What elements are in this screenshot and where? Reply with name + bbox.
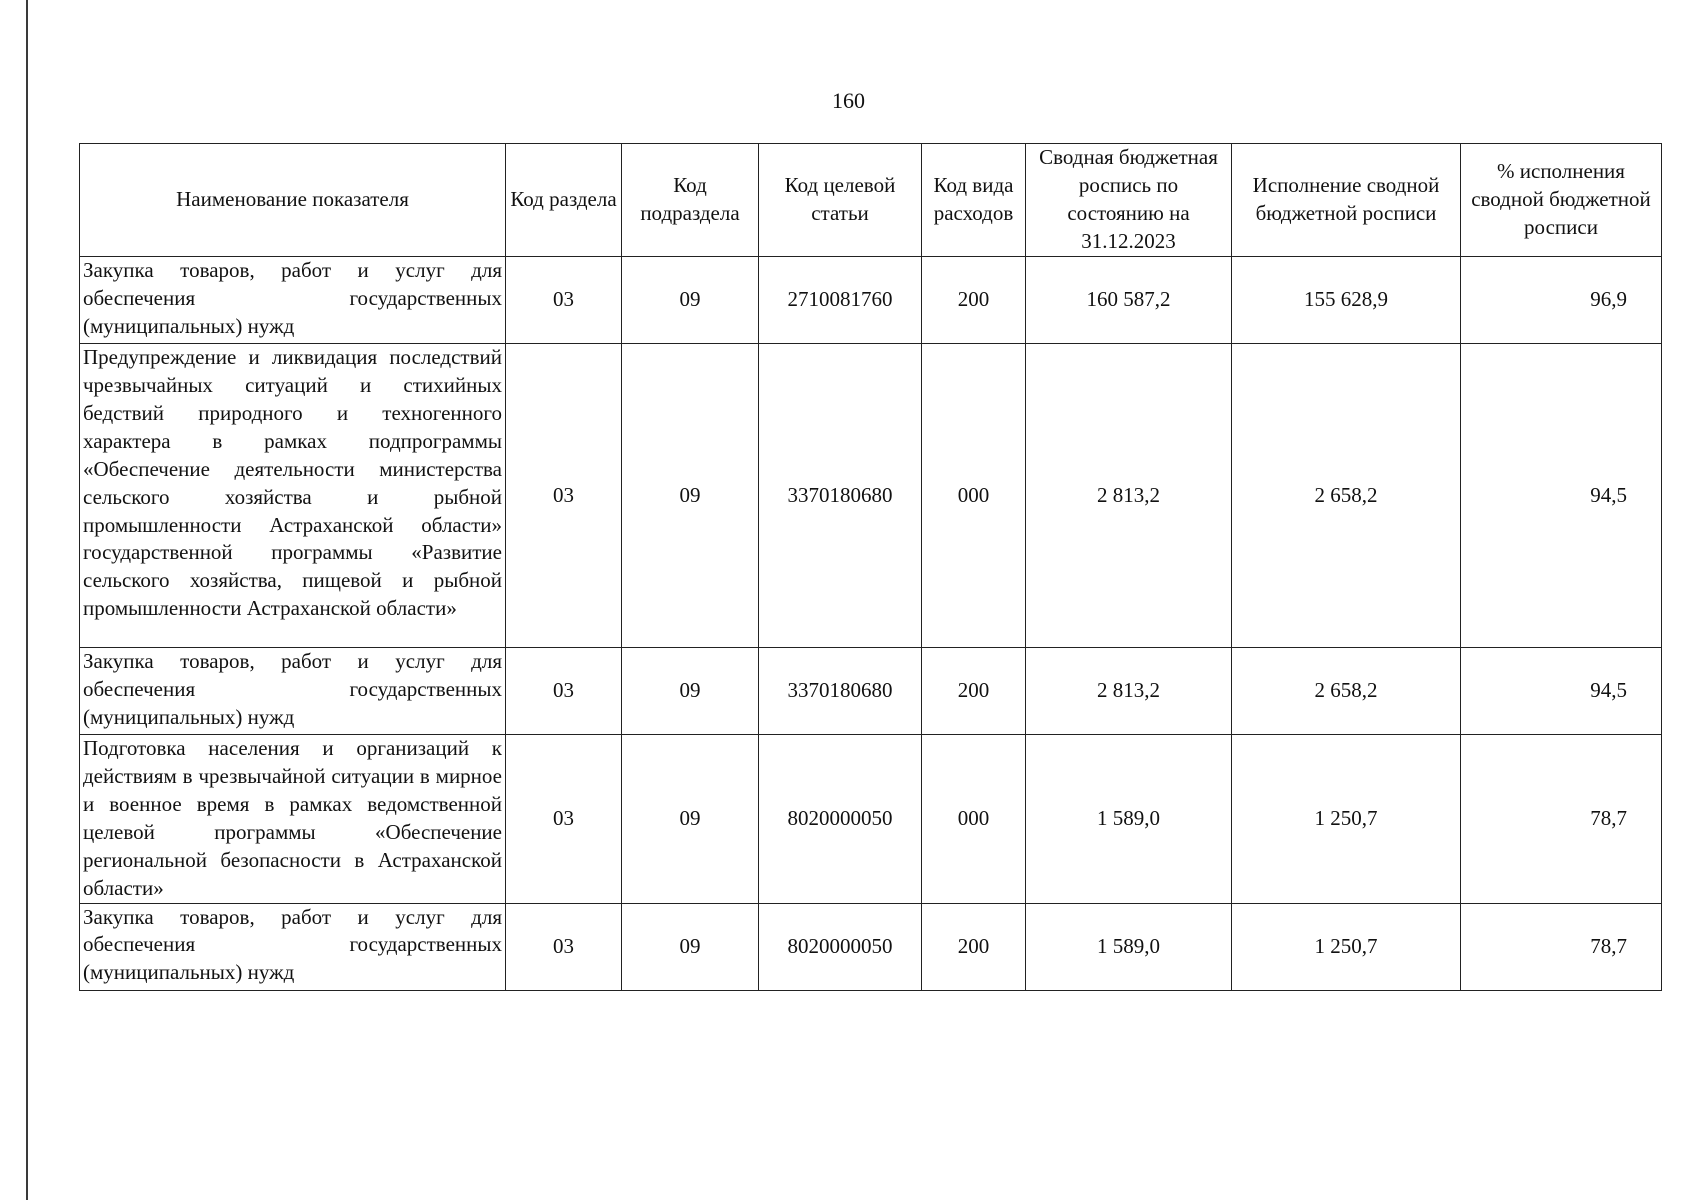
header-expense-type-code: Код вида расходов <box>922 144 1026 257</box>
row-expense-type-code: 000 <box>922 344 1026 648</box>
row-expense-type-code: 200 <box>922 903 1026 990</box>
budget-execution-table <box>79 143 1662 991</box>
header-section-code: Код раздела <box>506 144 622 257</box>
row-budget-executed: 155 628,9 <box>1232 257 1461 344</box>
row-target-code: 8020000050 <box>759 903 922 990</box>
row-execution-percent: 78,7 <box>1461 735 1662 904</box>
row-budget-executed: 2 658,2 <box>1232 344 1461 648</box>
row-section-code: 03 <box>506 648 622 735</box>
row-subsection-code: 09 <box>622 735 759 904</box>
header-execution-percent: % исполнения сводной бюджетной росписи <box>1461 144 1662 257</box>
row-execution-percent: 94,5 <box>1461 344 1662 648</box>
row-name: Подготовка населения и организаций к действиям в чрезвычайной ситуации в мирное и военное время в рамках ведомственной целевой программы «Обеспечение региональной безопасности в Астраханской области» <box>80 735 506 904</box>
row-expense-type-code: 200 <box>922 648 1026 735</box>
row-target-code: 3370180680 <box>759 648 922 735</box>
table-row <box>80 344 1662 648</box>
header-target-code: Код целевой статьи <box>759 144 922 257</box>
row-budget-executed: 2 658,2 <box>1232 648 1461 735</box>
row-name: Закупка товаров, работ и услуг для обеспечения государственных (муниципальных) нужд <box>80 648 506 735</box>
row-name: Закупка товаров, работ и услуг для обеспечения государственных (муниципальных) нужд <box>80 903 506 990</box>
row-subsection-code: 09 <box>622 344 759 648</box>
row-execution-percent: 96,9 <box>1461 257 1662 344</box>
row-section-code: 03 <box>506 257 622 344</box>
row-budget-plan: 160 587,2 <box>1026 257 1232 344</box>
row-budget-plan: 2 813,2 <box>1026 648 1232 735</box>
row-target-code: 2710081760 <box>759 257 922 344</box>
table-row <box>80 903 1662 990</box>
table-row <box>80 735 1662 904</box>
row-budget-plan: 1 589,0 <box>1026 903 1232 990</box>
header-budget-plan: Сводная бюджетная роспись по состоянию на 31.12.2023 <box>1026 144 1232 257</box>
row-budget-plan: 1 589,0 <box>1026 735 1232 904</box>
row-section-code: 03 <box>506 903 622 990</box>
table-row <box>80 257 1662 344</box>
table-row <box>80 648 1662 735</box>
row-name: Закупка товаров, работ и услуг для обеспечения государственных (муниципальных) нужд <box>80 257 506 344</box>
row-section-code: 03 <box>506 735 622 904</box>
row-subsection-code: 09 <box>622 903 759 990</box>
row-section-code: 03 <box>506 344 622 648</box>
row-budget-executed: 1 250,7 <box>1232 903 1461 990</box>
page-number: 160 <box>832 88 865 113</box>
row-budget-executed: 1 250,7 <box>1232 735 1461 904</box>
header-subsection-code: Код подраздела <box>622 144 759 257</box>
table-header-row <box>80 144 1662 257</box>
left-margin-rule <box>26 0 28 1200</box>
row-subsection-code: 09 <box>622 648 759 735</box>
row-execution-percent: 94,5 <box>1461 648 1662 735</box>
header-budget-executed: Исполнение сводной бюджетной росписи <box>1232 144 1461 257</box>
row-budget-plan: 2 813,2 <box>1026 344 1232 648</box>
row-subsection-code: 09 <box>622 257 759 344</box>
row-execution-percent: 78,7 <box>1461 903 1662 990</box>
row-target-code: 3370180680 <box>759 344 922 648</box>
row-name: Предупреждение и ликвидация последствий чрезвычайных ситуаций и стихийных бедствий природного и техногенного характера в рамках подпрограммы «Обеспечение деятельности министерства сельского хозяйства и рыбной промышленности Астраханской области» государственной программы «Развитие сельского хозяйства, пищевой и рыбной промышленности Астраханской области» <box>80 344 506 648</box>
row-expense-type-code: 200 <box>922 257 1026 344</box>
header-name: Наименование показателя <box>80 144 506 257</box>
row-target-code: 8020000050 <box>759 735 922 904</box>
row-expense-type-code: 000 <box>922 735 1026 904</box>
